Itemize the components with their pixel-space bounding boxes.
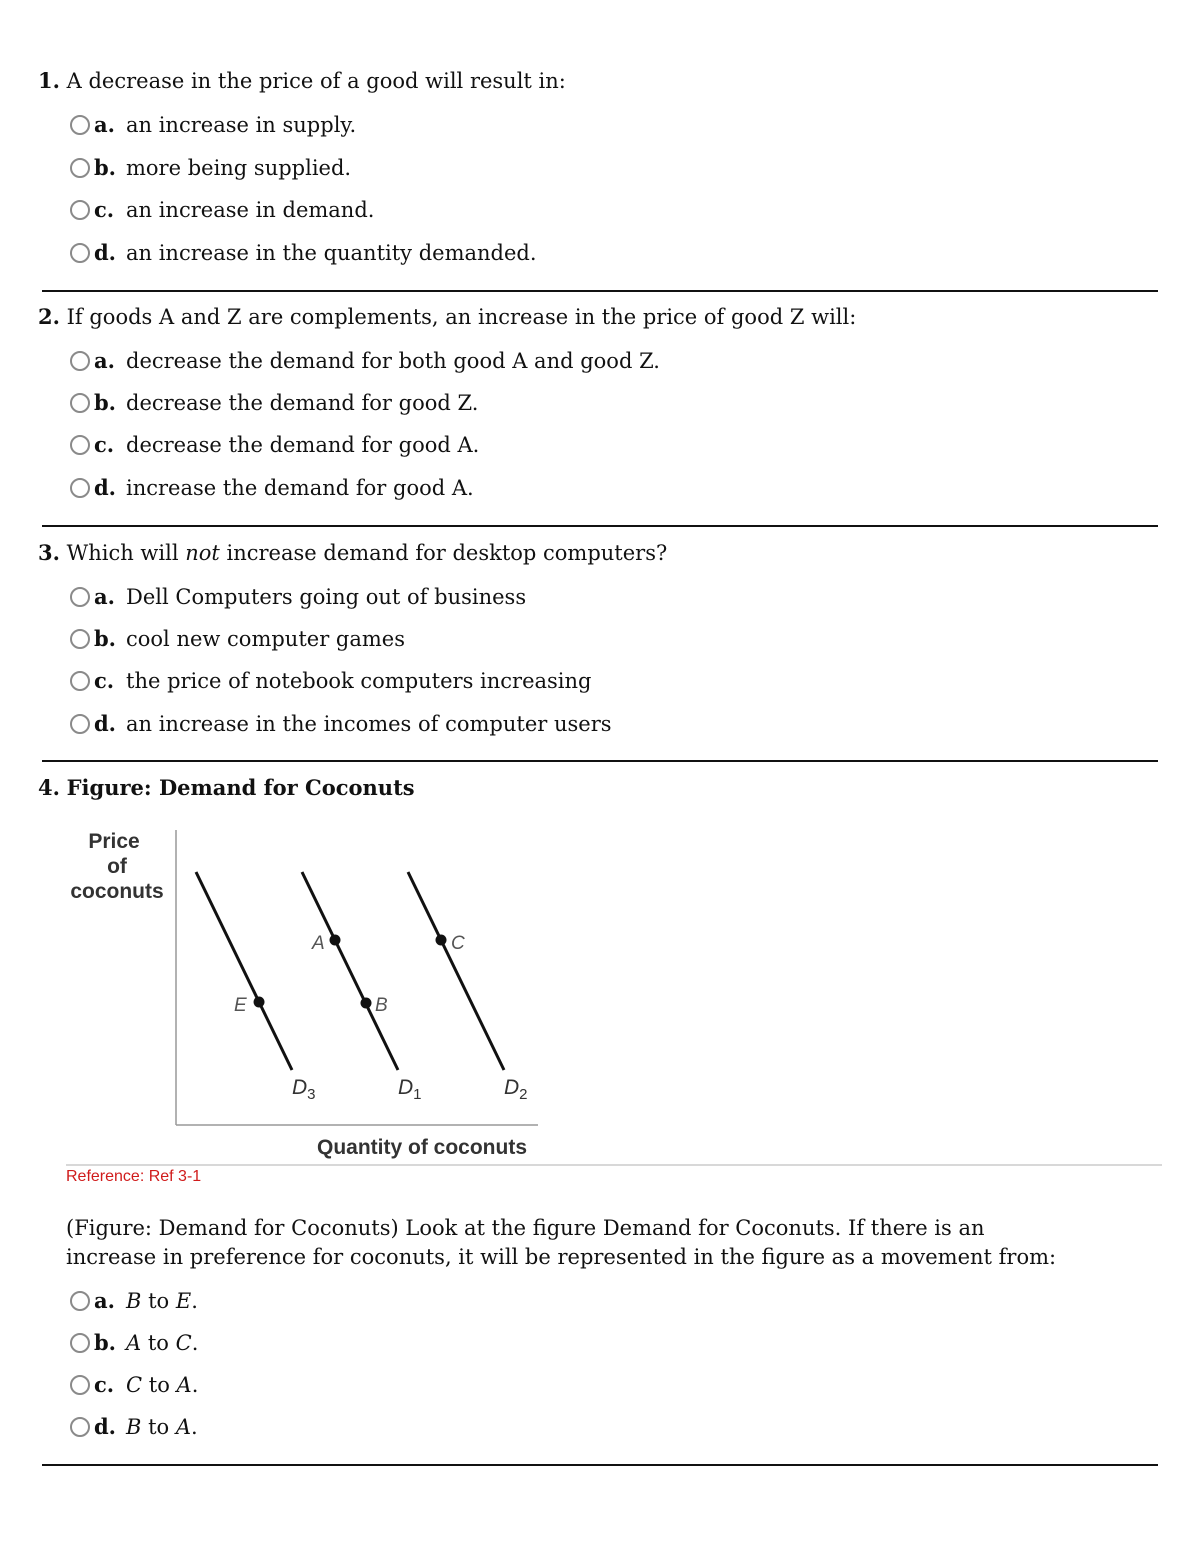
option-text: the price of notebook computers increasing (126, 668, 592, 693)
option-text: an increase in the incomes of computer users (126, 711, 612, 736)
option-4d[interactable]: d. B to A . (70, 1414, 198, 1439)
option-4b[interactable]: b. A to C . (70, 1330, 198, 1355)
radio-button-icon[interactable] (70, 158, 90, 178)
curve-label-d1: $D_1$ (398, 1076, 422, 1103)
option-2d[interactable]: d. increase the demand for good A. (70, 475, 474, 500)
curve-label-d3: $D_3$ (292, 1076, 316, 1103)
question-text: A decrease in the price of a good will result in: (66, 69, 566, 93)
radio-button-icon[interactable] (70, 351, 90, 371)
radio-button-icon[interactable] (70, 714, 90, 734)
question-1 (38, 68, 566, 93)
radio-button-icon[interactable] (70, 243, 90, 263)
question-number: 1. (38, 68, 60, 93)
option-2b[interactable]: b. decrease the demand for good Z. (70, 390, 478, 415)
radio-button-icon[interactable] (70, 587, 90, 607)
divider (42, 760, 1158, 762)
radio-button-icon[interactable] (70, 1291, 90, 1311)
demand-curve-d1 (302, 872, 398, 1070)
figure-title: Figure: Demand for Coconuts (66, 775, 415, 800)
y-axis-label-line-1: Price (88, 830, 140, 853)
x-axis-label: Quantity of coconuts (317, 1136, 527, 1159)
reference-label: Reference: Ref 3-1 (66, 1168, 202, 1185)
question-3 (38, 540, 667, 565)
option-text: increase the demand for good A. (126, 475, 474, 500)
point-e-marker (254, 997, 265, 1008)
question-number: 4. (38, 775, 60, 800)
option-text: cool new computer games (126, 626, 405, 651)
option-text: an increase in supply. (126, 112, 357, 137)
option-text: Dell Computers going out of business (126, 584, 527, 609)
option-2a[interactable]: a. decrease the demand for both good A and good Z. (70, 348, 660, 373)
question-2 (38, 304, 856, 329)
question-4 (38, 775, 415, 800)
radio-button-icon[interactable] (70, 115, 90, 135)
question-number: 3. (38, 540, 60, 565)
point-label-a: A (312, 933, 325, 954)
y-axis-label-line-2: of (107, 855, 127, 878)
radio-button-icon[interactable] (70, 200, 90, 220)
demand-curve-d3 (196, 872, 292, 1070)
question-text-emphasis: not (185, 541, 220, 565)
demand-curve-d2 (408, 872, 504, 1070)
radio-button-icon[interactable] (70, 1375, 90, 1395)
option-text: decrease the demand for both good A and good Z. (126, 348, 660, 373)
option-2c[interactable]: c. decrease the demand for good A. (70, 432, 479, 457)
curve-label-d2: $D_2$ (504, 1076, 528, 1103)
option-1c[interactable]: c. an increase in demand. (70, 197, 374, 222)
radio-button-icon[interactable] (70, 478, 90, 498)
radio-button-icon[interactable] (70, 1333, 90, 1353)
point-b-marker (361, 998, 372, 1009)
point-label-e: E (234, 995, 247, 1016)
radio-button-icon[interactable] (70, 629, 90, 649)
point-label-b: B (375, 995, 388, 1016)
y-axis-label-line-3: coconuts (70, 880, 164, 903)
option-text: an increase in demand. (126, 197, 375, 222)
radio-button-icon[interactable] (70, 1417, 90, 1437)
question-text: If goods A and Z are complements, an increase in the price of good Z will: (66, 305, 857, 329)
option-3b[interactable]: b. cool new computer games (70, 626, 405, 651)
question-4-stem: (Figure: Demand for Coconuts) Look at the figure Demand for Coconuts. If there is an increase in preference for coconuts, it will be represented in the figure as a movement from: (66, 1216, 1057, 1269)
option-4c[interactable]: c. C to A . (70, 1372, 198, 1397)
point-c-marker (436, 935, 447, 946)
question-number: 2. (38, 304, 60, 329)
question-text-after: increase demand for desktop computers? (219, 541, 668, 565)
option-1b[interactable]: b. more being supplied. (70, 155, 351, 180)
point-a-marker (330, 935, 341, 946)
divider (42, 290, 1158, 292)
option-4a[interactable]: a. B to E . (70, 1288, 198, 1313)
option-text: decrease the demand for good Z. (126, 390, 479, 415)
option-3a[interactable]: a. Dell Computers going out of business (70, 584, 526, 609)
point-label-c: C (451, 933, 465, 954)
radio-button-icon[interactable] (70, 393, 90, 413)
option-text: an increase in the quantity demanded. (126, 240, 537, 265)
question-text-before: Which will (66, 541, 186, 565)
radio-button-icon[interactable] (70, 435, 90, 455)
option-1a[interactable]: a. an increase in supply. (70, 112, 356, 137)
option-3d[interactable]: d. an increase in the incomes of computer users (70, 711, 612, 736)
option-text: decrease the demand for good A. (126, 432, 480, 457)
reference-divider (66, 1164, 1162, 1166)
option-3c[interactable]: c. the price of notebook computers increasing (70, 668, 591, 693)
divider (42, 525, 1158, 527)
radio-button-icon[interactable] (70, 671, 90, 691)
option-1d[interactable]: d. an increase in the quantity demanded. (70, 240, 537, 265)
demand-figure (0, 820, 560, 1165)
option-text: more being supplied. (126, 155, 352, 180)
divider (42, 1464, 1158, 1466)
